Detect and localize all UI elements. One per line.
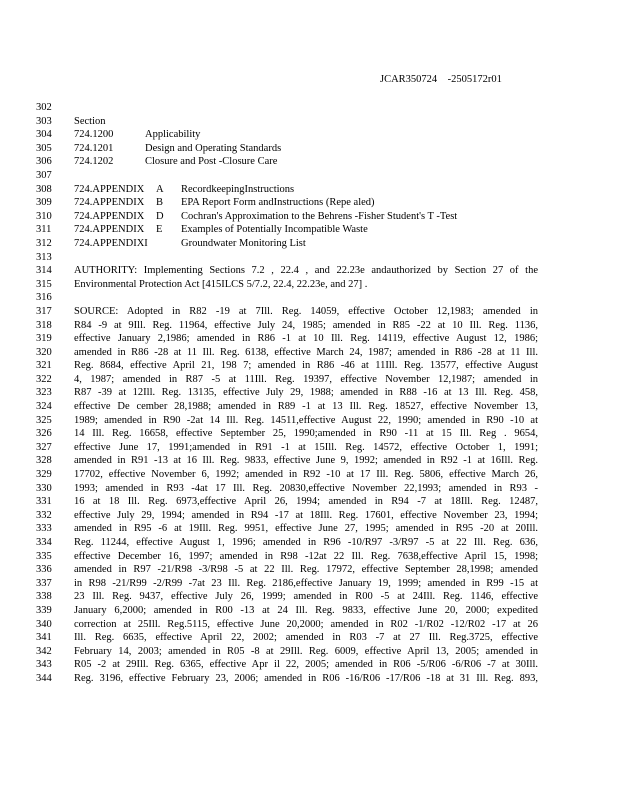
line-text: effective June 17, 1991;amended in R91 -1 at 15Ill. Reg. 14572, effective October 1, 1991;: [74, 441, 538, 453]
appendix-title: Cochran's Approximation to the Behrens -Fisher Student's T -Test: [181, 210, 458, 222]
document-line: [0, 373, 618, 387]
line-number: 313: [36, 251, 52, 263]
line-number: 340: [36, 618, 52, 630]
line-text: 23 Ill. Reg. 9437, effective July 26, 1999; amended in R00 -5 at 24Ill. Reg. 1146, effective: [74, 591, 538, 603]
appendix-letter: E: [156, 224, 163, 236]
line-text: correction at 25Ill. Reg.5115, effective June 20,2000; amended in R02 -1/R02 -12/R02 -17 at 26: [74, 618, 538, 630]
appendix-letter: B: [156, 197, 164, 209]
line-number: 337: [36, 577, 52, 589]
document-line: [0, 563, 618, 577]
line-text: effective July 29, 1994; amended in R94 -17 at 18Ill. Reg. 17601, effective November 23, 1994;: [74, 509, 538, 521]
line-number: 317: [36, 305, 52, 317]
line-text: effective De cember 28,1988; amended in R89 -1 at 13 Ill. Reg. 18527, effective November 13,: [74, 401, 538, 413]
line-number: 324: [36, 401, 52, 413]
document-line: [0, 441, 618, 455]
line-number: 342: [36, 645, 52, 657]
line-text: Section: [74, 115, 106, 127]
document-line: [0, 278, 618, 292]
line-text: R87 -39 at 12Ill. Reg. 13135, effective July 29, 1988; amended in R88 -16 at 13 Ill. Reg. 458,: [74, 387, 538, 399]
document-line: [0, 658, 618, 672]
appendix-title: Groundwater Monitoring List: [181, 237, 306, 249]
line-number: 319: [36, 333, 52, 345]
document-line: [0, 482, 618, 496]
line-text: amended in R97 -21/R98 -3/R98 -5 at 22 Ill. Reg. 17972, effective September 28,1998; amended: [74, 564, 538, 576]
line-number: 334: [36, 537, 52, 548]
document-header: JCAR350724 -2505172r01: [380, 74, 502, 85]
document-line: [0, 155, 618, 169]
line-number: 325: [36, 414, 52, 426]
line-text: R05 -2 at 29Ill. Reg. 6365, effective Apr il 22, 2005; amended in R06 -5/R06 -6/R06 -7 at 30Ill.: [74, 659, 538, 671]
line-number: 322: [36, 373, 52, 385]
document-line: [0, 604, 618, 618]
line-number: 321: [36, 360, 52, 372]
line-number: 341: [36, 632, 52, 644]
line-number: 316: [36, 292, 52, 304]
appendix-number: 724.APPENDIX: [74, 224, 145, 236]
line-number: 307: [36, 169, 52, 181]
line-number: 303: [36, 115, 52, 127]
document-line: [0, 237, 618, 251]
line-number: 315: [36, 278, 52, 290]
document-line: [0, 291, 618, 305]
section-title: Design and Operating Standards: [145, 142, 282, 154]
line-text: effective December 16, 1997; amended in R98 -12at 22 Ill. Reg. 7638,effective April 15, 1998;: [74, 550, 538, 562]
section-number: 724.1200: [74, 129, 114, 141]
document-line: [0, 468, 618, 482]
document-line: [0, 618, 618, 632]
document-line: [0, 101, 618, 115]
document-line: [0, 196, 618, 210]
line-number: 335: [36, 550, 52, 562]
line-number: 323: [36, 387, 52, 399]
document-line: [0, 522, 618, 536]
line-number: 318: [36, 319, 52, 331]
line-number: 320: [36, 346, 52, 358]
line-number: 343: [36, 659, 52, 671]
line-number: 330: [36, 482, 52, 494]
line-number: 332: [36, 509, 52, 521]
document-line: [0, 359, 618, 373]
document-line: [0, 332, 618, 346]
document-line: [0, 142, 618, 156]
line-number: 304: [36, 129, 52, 141]
document-body: [0, 101, 618, 686]
document-line: [0, 509, 618, 523]
line-number: 314: [36, 265, 52, 277]
document-line: [0, 346, 618, 360]
line-text: 1989; amended in R90 -2at 14 Ill. Reg. 14511,effective August 22, 1990; amended in R90 -10 at: [74, 414, 538, 426]
document-line: [0, 319, 618, 333]
appendix-title: EPA Report Form andInstructions (Repe aled): [181, 197, 375, 209]
line-number: 302: [36, 102, 52, 113]
line-text: Reg. 3196, effective February 23, 2006; amended in R06 -16/R06 -17/R06 -18 at 31 Ill. Reg. 893,: [74, 672, 538, 684]
document-line: [0, 427, 618, 441]
document-line: [0, 590, 618, 604]
document-line: [0, 495, 618, 509]
line-text: AUTHORITY: Implementing Sections 7.2 , 22.4 , and 22.23e andauthorized by Section 27 of the: [74, 265, 538, 277]
document-line: [0, 115, 618, 129]
line-number: 305: [36, 142, 52, 154]
document-line: [0, 536, 618, 550]
document-line: [0, 672, 618, 686]
line-text: amended in R91 -13 at 16 Ill. Reg. 9833, effective June 9, 1992; amended in R92 -1 at 16Ill. Reg.: [74, 455, 538, 467]
document-line: [0, 305, 618, 319]
document-line: [0, 400, 618, 414]
line-number: 327: [36, 441, 52, 453]
section-number: 724.1202: [74, 156, 114, 168]
document-line: [0, 645, 618, 659]
line-number: 312: [36, 237, 52, 249]
line-text: 4, 1987; amended in R87 -5 at 11Ill. Reg. 19397, effective November 12,1987; amended in: [74, 373, 538, 385]
appendix-number: 724.APPENDIXI: [74, 237, 148, 249]
document-line: [0, 251, 618, 265]
line-text: January 6,2000; amended in R00 -13 at 24 Ill. Reg. 9833, effective June 20, 2000; expedited: [74, 604, 538, 616]
line-number: 308: [36, 183, 52, 195]
appendix-title: RecordkeepingInstructions: [181, 183, 295, 195]
section-title: Applicability: [145, 129, 201, 141]
line-number: 306: [36, 156, 52, 168]
appendix-number: 724.APPENDIX: [74, 210, 145, 222]
line-number: 338: [36, 591, 52, 603]
line-text: Environmental Protection Act [415ILCS 5/7.2, 22.4, 22.23e, and 27] .: [74, 278, 368, 290]
document-line: [0, 414, 618, 428]
document-line: [0, 386, 618, 400]
line-text: 16 at 18 Ill. Reg. 6973,effective April 26, 1994; amended in R94 -7 at 18Ill. Reg. 12487,: [74, 496, 538, 508]
line-text: SOURCE: Adopted in R82 -19 at 7Ill. Reg. 14059, effective October 12,1983; amended in: [74, 305, 538, 317]
line-text: Reg. 11244, effective August 1, 1996; amended in R96 -10/R97 -3/R97 -5 at 22 Ill. Reg. 636,: [74, 537, 538, 548]
line-number: 336: [36, 564, 52, 576]
line-number: 344: [36, 672, 52, 684]
document-line: [0, 577, 618, 591]
line-number: 339: [36, 604, 52, 616]
appendix-letter: A: [156, 183, 164, 195]
line-text: 17702, effective November 6, 1992; amended in R92 -10 at 17 Ill. Reg. 5806, effective March 26,: [74, 469, 538, 481]
document-line: [0, 550, 618, 564]
line-text: R84 -9 at 9Ill. Reg. 11964, effective July 24, 1985; amended in R85 -22 at 10 Ill. Reg. 1136,: [74, 319, 538, 331]
line-number: 326: [36, 428, 52, 440]
line-text: Ill. Reg. 6635, effective April 22, 2002; amended in R03 -7 at 27 Ill. Reg.3725, effective: [74, 632, 538, 644]
document-line: [0, 210, 618, 224]
line-text: in R98 -21/R99 -2/R99 -7at 23 Ill. Reg. 2186,effective January 19, 1999; amended in R99 -15 at: [74, 577, 538, 589]
section-number: 724.1201: [74, 142, 114, 154]
document-line: [0, 454, 618, 468]
line-text: 1993; amended in R93 -4at 17 Ill. Reg. 20830,effective November 22,1993; amended in R93 -: [74, 482, 538, 494]
line-number: 333: [36, 523, 52, 535]
appendix-title: Examples of Potentially Incompatible Waste: [181, 224, 368, 236]
line-text: amended in R95 -6 at 19Ill. Reg. 9951, effective June 27, 1995; amended in R95 -20 at 20Ill.: [74, 523, 538, 535]
section-title: Closure and Post -Closure Care: [145, 156, 278, 168]
line-text: Reg. 8684, effective April 21, 198 7; amended in R86 -46 at 11Ill. Reg. 13577, effective August: [74, 360, 538, 372]
line-number: 331: [36, 496, 52, 508]
document-line: [0, 264, 618, 278]
appendix-letter: D: [156, 210, 164, 222]
document-line: [0, 223, 618, 237]
document-line: [0, 631, 618, 645]
line-number: 311: [36, 224, 52, 236]
document-line: [0, 128, 618, 142]
line-text: amended in R86 -28 at 11 Ill. Reg. 6138, effective March 24, 1987; amended in R86 -28 at 11 Ill.: [74, 346, 538, 358]
line-number: 309: [36, 197, 52, 209]
line-text: 14 Ill. Reg. 16658, effective September 25, 1990;amended in R90 -11 at 15 Ill. Reg . 9654,: [74, 428, 538, 440]
line-text: February 14, 2003; amended in R05 -8 at 29Ill. Reg. 6009, effective April 13, 2005; amended in: [74, 645, 538, 657]
line-number: 329: [36, 469, 52, 481]
line-text: effective January 2,1986; amended in R86 -1 at 10 Ill. Reg. 14119, effective August 12, 1986;: [74, 333, 538, 345]
document-line: [0, 183, 618, 197]
appendix-number: 724.APPENDIX: [74, 197, 145, 209]
appendix-number: 724.APPENDIX: [74, 183, 145, 195]
line-number: 328: [36, 455, 52, 467]
line-number: 310: [36, 210, 52, 222]
document-line: [0, 169, 618, 183]
